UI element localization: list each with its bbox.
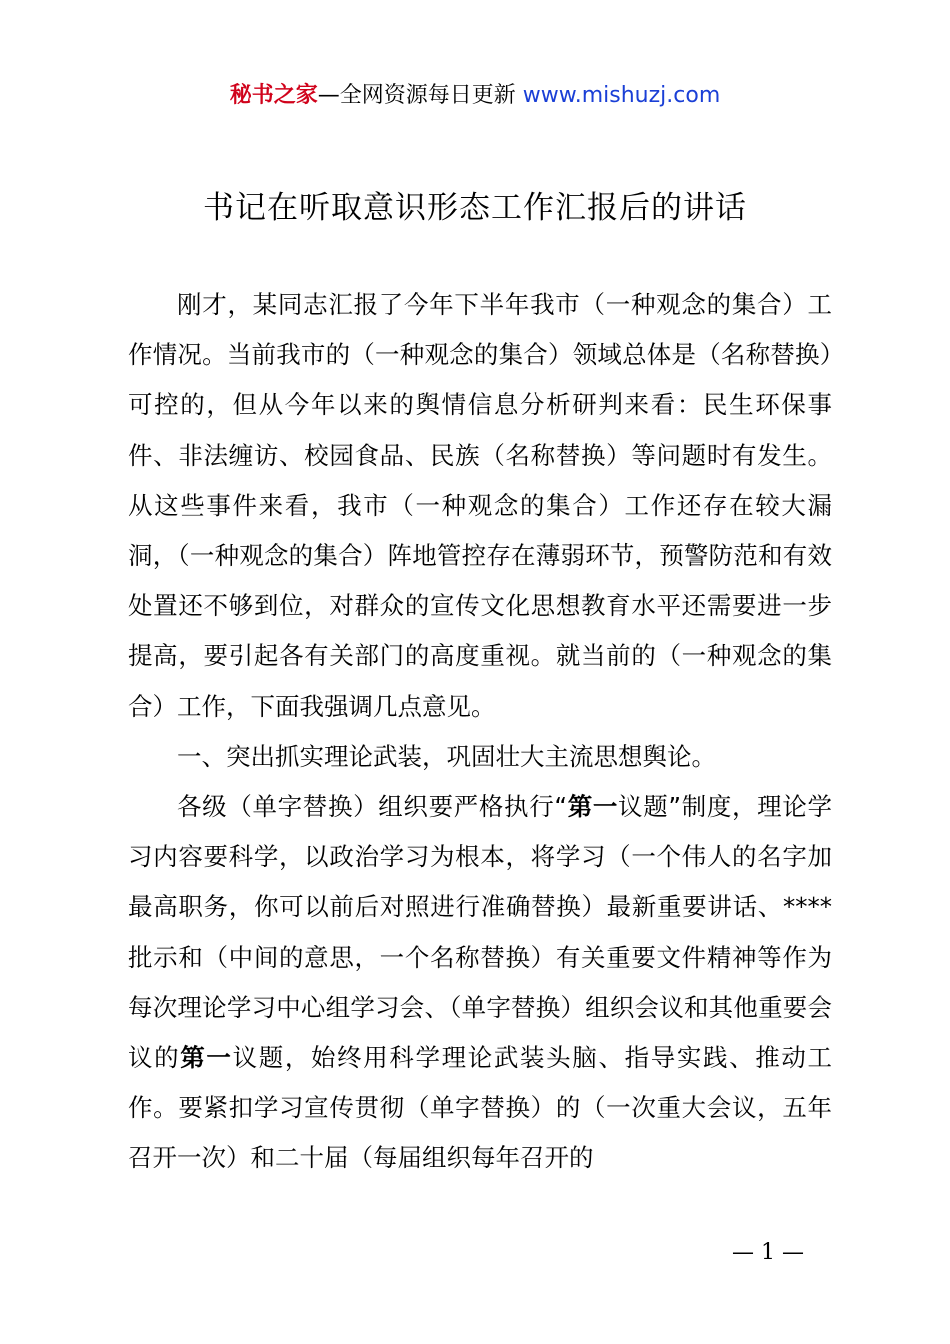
site-header: [0, 80, 950, 112]
site-url-link[interactable]: www.mishuzj.com: [522, 83, 721, 108]
site-tagline: —全网资源每日更新: [317, 83, 523, 108]
page-number: — 1 —: [732, 1240, 804, 1265]
paragraph-text: 各级（单字替换）组织要严格执行“: [177, 792, 568, 822]
document-body: [128, 280, 832, 1184]
emphasis-text: 第一: [180, 1043, 233, 1073]
paragraph-text: 议题”制度，理论学习内容要科学，以政治学习为根本，将学习（一个伟人的名字加最高职务，你可以前后对照进行准确替换）最新重要讲话、****批示和（中间的意思，一个名称替换）有关重要文件精神等作为每次理论学习中心组学习会、（单字替换）组织会议和其他重要会议的: [128, 792, 832, 1073]
paragraph-section-1: [128, 782, 832, 1184]
emphasis-text: 第一: [567, 792, 619, 822]
document-title: 书记在听取意识形态工作汇报后的讲话: [203, 190, 747, 226]
paragraph-text: 议题，始终用科学理论武装头脑、指导实践、推动工作。要紧扣学习宣传贯彻（单字替换）的（一次重大会议，五年召开一次）和二十届（每届组织每年召开的: [128, 1043, 833, 1173]
section-heading-1: 一、突出抓实理论武装，巩固壮大主流思想舆论。: [177, 741, 716, 771]
paragraph-intro: 刚才，某同志汇报了今年下半年我市（一种观念的集合）工作情况。当前我市的（一种观念的集合）领域总体是（名称替换）可控的，但从今年以来的舆情信息分析研判来看：民生环保事件、非法缠访、校园食品、民族（名称替换）等问题时有发生。从这些事件来看，我市（一种观念的集合）工作还存在较大漏洞，（一种观念的集合）阵地管控存在薄弱环节，预警防范和有效处置还不够到位，对群众的宣传文化思想教育水平还需要进一步提高，要引起各有关部门的高度重视。就当前的（一种观念的集合）工作，下面我强调几点意见。: [128, 290, 832, 721]
site-brand: 秘书之家: [229, 83, 318, 108]
